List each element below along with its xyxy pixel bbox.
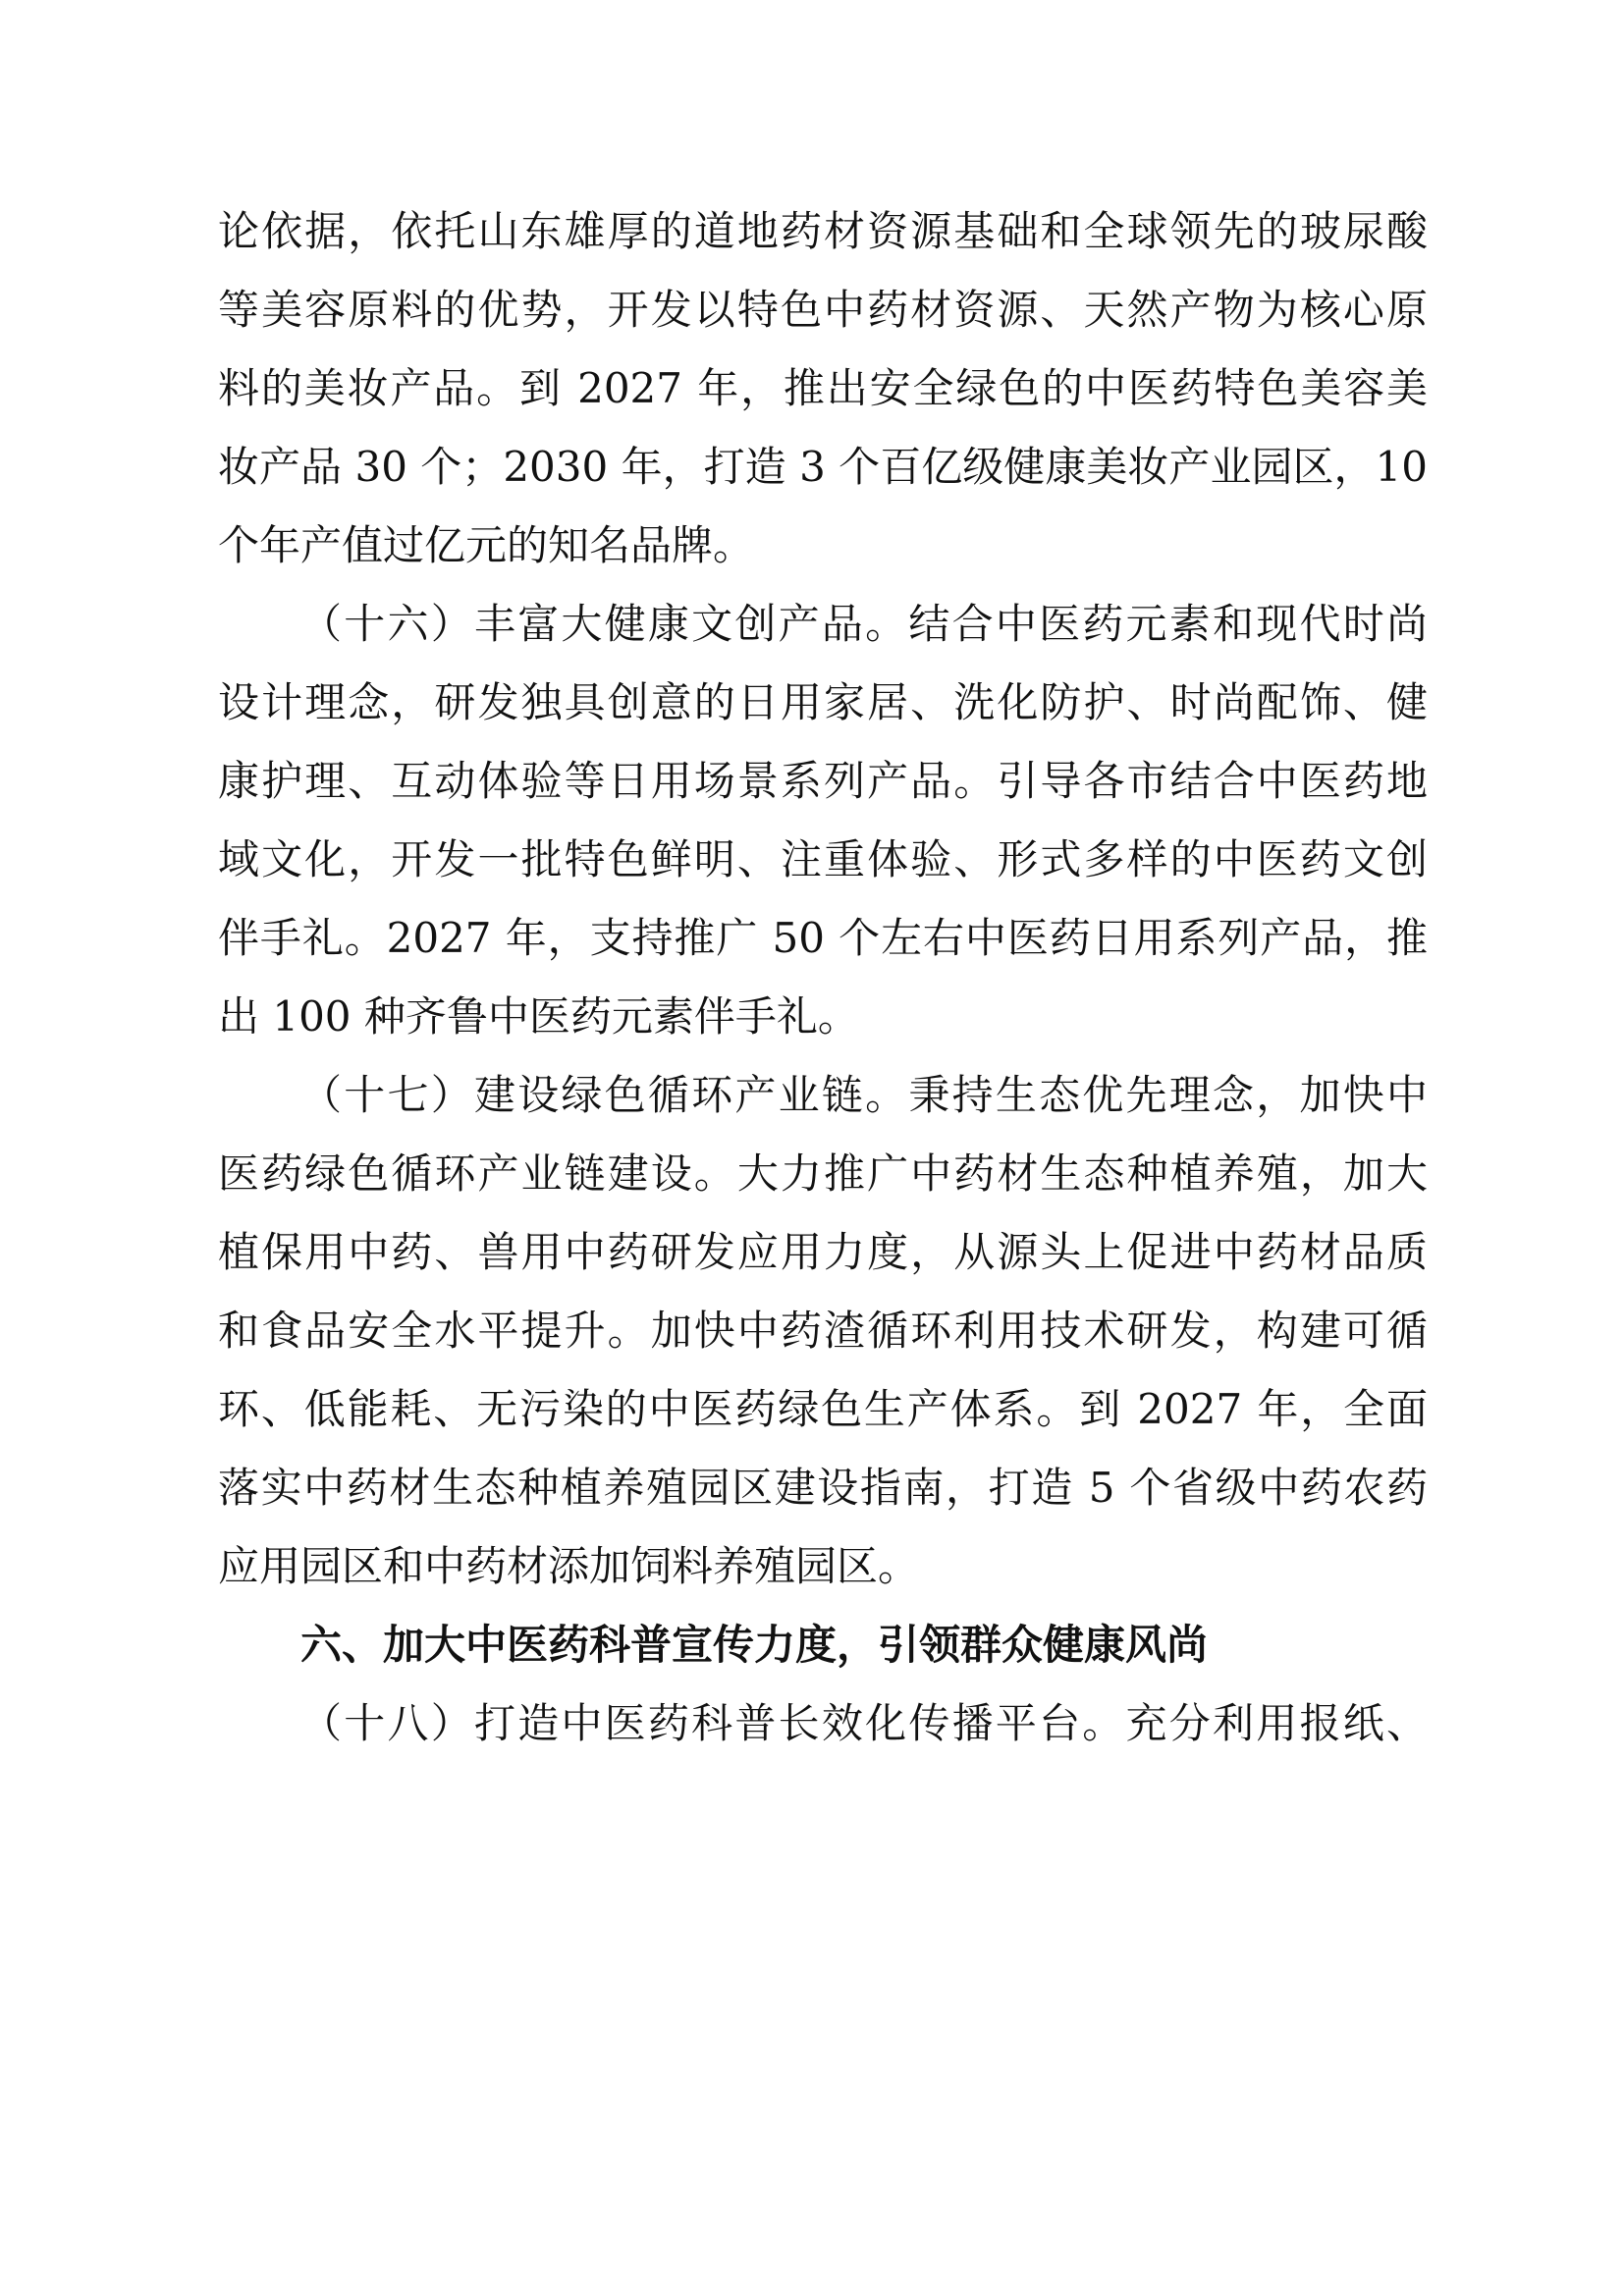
text-line: 妆产品 30 个；2030 年，打造 3 个百亿级健康美妆产业园区，10 (218, 443, 1428, 491)
paragraph-18-first-line: （十八）打造中医药科普长效化传播平台。充分利用报纸、 (300, 1699, 1428, 1747)
text-line: 应用园区和中药材添加饲料养殖园区。 (218, 1542, 920, 1590)
text-line: 和食品安全水平提升。加快中药渣循环利用技术研发，构建可循 (218, 1307, 1428, 1355)
text-line: 落实中药材生态种植养殖园区建设指南，打造 5 个省级中药农药 (218, 1464, 1428, 1512)
text-line: 个年产值过亿元的知名品牌。 (218, 521, 755, 569)
text-line: 域文化，开发一批特色鲜明、注重体验、形式多样的中医药文创 (218, 835, 1428, 883)
paragraph-17-first-line: （十七）建设绿色循环产业链。秉持生态优先理念，加快中 (300, 1071, 1428, 1119)
text-line: 植保用中药、兽用中药研发应用力度，从源头上促进中药材品质 (218, 1228, 1428, 1276)
text-line: 环、低能耗、无污染的中医药绿色生产体系。到 2027 年，全面 (218, 1385, 1428, 1433)
text-line: 论依据，依托山东雄厚的道地药材资源基础和全球领先的玻尿酸 (218, 207, 1428, 255)
text-line: 等美容原料的优势，开发以特色中药材资源、天然产物为核心原 (218, 286, 1428, 334)
text-line: 医药绿色循环产业链建设。大力推广中药材生态种植养殖，加大 (218, 1149, 1428, 1198)
text-line: 伴手礼。2027 年，支持推广 50 个左右中医药日用系列产品，推 (218, 914, 1428, 962)
text-line: 康护理、互动体验等日用场景系列产品。引导各市结合中医药地 (218, 757, 1428, 805)
text-line: 出 100 种齐鲁中医药元素伴手礼。 (218, 992, 859, 1041)
text-line: 设计理念，研发独具创意的日用家居、洗化防护、时尚配饰、健 (218, 678, 1428, 726)
paragraph-16-first-line: （十六）丰富大健康文创产品。结合中医药元素和现代时尚 (300, 600, 1428, 648)
section-heading: 六、加大中医药科普宣传力度，引领群众健康风尚 (300, 1621, 1209, 1669)
text-line: 料的美妆产品。到 2027 年，推出安全绿色的中医药特色美容美 (218, 364, 1428, 412)
